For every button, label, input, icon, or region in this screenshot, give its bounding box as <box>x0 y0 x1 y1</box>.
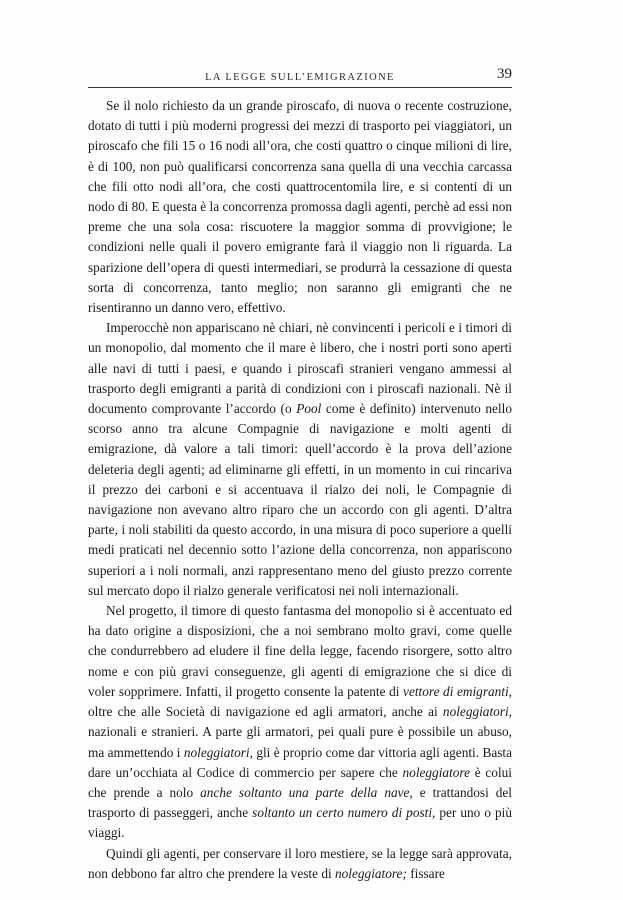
paragraph <box>88 96 512 318</box>
text-segment: Quindi gli agenti, per conservare il loro mestiere, se la legge sarà approvata, non debbono far altro che prendere la veste di <box>88 845 512 881</box>
italic-segment: noleggiatore; <box>335 865 407 881</box>
text-segment: nazionali e stranieri. A parte gli armatori, pei quali pure è possibile un abuso, ma ammettendo i <box>88 724 512 760</box>
page-number: 39 <box>497 66 512 82</box>
text-segment: oltre che alle Società di navigazione ed agli armatori, anche ai <box>88 704 443 720</box>
italic-segment: soltanto un certo numero di posti, <box>252 805 436 821</box>
text-segment: Nel progetto, il timore di questo fantasma del monopolio si è accentuato ed ha dato origine a disposizioni, che a noi sembrano molto gravi, come quelle che condurrebbero ad eludere il fine della legge, facendo risorgere, sotto altro nome e con più gravi conseguenze, gli agenti di emigrazione che si dice di voler sopprimere. Infatti, il progetto consente la patente di <box>88 603 512 699</box>
italic-segment: noleggiatori, <box>442 704 512 720</box>
text-segment: come è definito) intervenuto nello scorso anno tra alcune Compagnie di navigazione e molti agenti di emigrazione, dà valore a tali timori: quell’accordo è la prova dell’azione deleteria degli agenti; ad eliminarne gli effetti, in un momento in cui rincariva il prezzo dei carboni e si accentuava il rialzo dei noli, le Compagnie di navigazione non avevano altro riparo che un accordo con gli agenti. D’altra parte, i noli stabiliti da questo accordo, in una misura di poco superiore a quelli medi praticati nel decennio sotto l’azione della concorrenza, non appariscono superiori a i noli normali, anzi rappresentano meno del giusto prezzo corrente sul mercato dopo il rialzo generale verificatosi nei noli internazionali. <box>88 401 512 598</box>
italic-segment: Pool <box>296 401 322 417</box>
italic-segment: noleggiatori, <box>183 744 253 760</box>
body-text <box>88 96 512 884</box>
text-segment: fissare <box>406 865 445 881</box>
text-segment: Imperocchè non appariscano nè chiari, nè convincenti i pericoli e i timori di un monopolio, dal momento che il mare è libero, che i nostri porti sono aperti alle navi di tutti i paesi, e quando i piroscafi stranieri vengano ammessi al trasporto degli emigranti a parità di condizioni con i piroscafi nazionali. Nè il documento comprovante l’accordo (o <box>88 320 512 417</box>
text-segment: e trattandosi del trasporto di passeggeri, anche <box>88 784 513 821</box>
header-rule <box>88 87 512 88</box>
text-segment: gli è proprio come dar vittoria agli agenti. Basta dare un’occhiata al Codice di commercio per sapere che <box>88 744 512 780</box>
paragraph <box>88 844 512 884</box>
text-segment: Se il nolo richiesto da un grande piroscafo, di nuova o recente costruzione, dotato di tutti i più moderni progressi dei mezzi di trasporto pei viaggiatori, un piroscafo che fili 15 o 16 nodi all’ora, che costi quattro o cinque milioni di lire, è di 100, non può qualificarsi concorrenza sana quella di una vecchia carcassa che fili otto nodi all’ora, che costi quattrocentomila lire, e si contenti di un nodo di 80. E questa è la concorrenza promossa dagli agenti, perchè ad essi non preme che una sola cosa: riscuotere la maggior somma di provvigione; le condizioni nelle quali il povero emigrante farà il viaggio non li riguarda. La sparizione dell’opera di questi intermediari, se produrrà la cessazione di questa sorta di concorrenza, tanto meglio; non saranno gli emigranti che ne risentiranno un danno vero, effettivo. <box>88 98 512 316</box>
italic-segment: noleggiatore <box>402 764 470 780</box>
page-header <box>88 66 512 88</box>
paragraph <box>88 318 512 601</box>
paragraph <box>88 601 512 843</box>
running-head: LA LEGGE SULL’EMIGRAZIONE <box>205 72 395 83</box>
italic-segment: anche soltanto una parte della nave, <box>200 784 413 800</box>
text-segment: è colui che prende a nolo <box>88 764 512 800</box>
italic-segment: vettore di emigranti, <box>403 683 513 699</box>
text-segment: per uno o più viaggi. <box>88 805 512 841</box>
